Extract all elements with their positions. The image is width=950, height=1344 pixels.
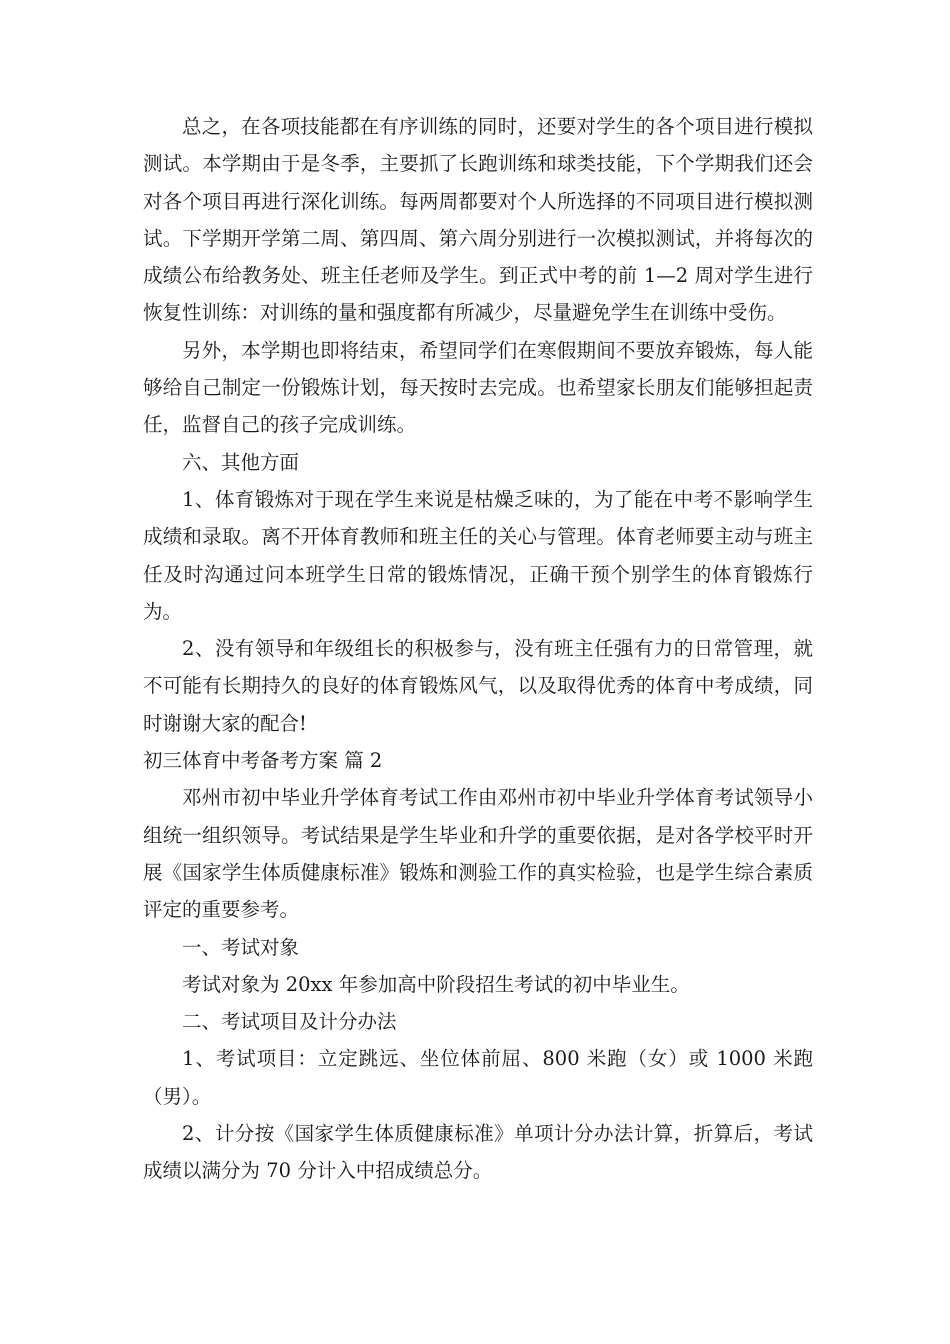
- paragraph-item-2: 2、没有领导和年级组长的积极参与，没有班主任强有力的日常管理，就不可能有长期持久的良好的体育锻炼风气，以及取得优秀的体育中考成绩，同时谢谢大家的配合!: [143, 637, 813, 735]
- section-heading-exam-target: 一、考试对象: [182, 935, 300, 959]
- document-body: [143, 108, 813, 1190]
- article-title-part-2: 初三体育中考备考方案 篇 2: [143, 749, 383, 773]
- paragraph-winter-break: 另外，本学期也即将结束，希望同学们在寒假期间不要放弃锻炼，每人能够给自己制定一份锻炼计划，每天按时去完成。也希望家长朋友们能够担起责任，监督自己的孩子完成训练。: [143, 338, 813, 437]
- section-heading-exam-items: 二、考试项目及计分办法: [182, 1010, 397, 1034]
- section-heading-other: 六、其他方面: [182, 450, 300, 474]
- paragraph-exam-target: 考试对象为 20xx 年参加高中阶段招生考试的初中毕业生。: [182, 972, 690, 996]
- paragraph-summary: 总之，在各项技能都在有序训练的同时，还要对学生的各个项目进行模拟测试。本学期由于是冬季，主要抓了长跑训练和球类技能，下个学期我们还会对各个项目再进行深化训练。每两周都要对个人所选择的不同项目进行模拟测试。下学期开学第二周、第四周、第六周分别进行一次模拟测试，并将每次的成绩公布给教务处、班主任老师及学生。到正式中考的前 1—2 周对学生进行恢复性训练：对训练的量和强度都有所减少，尽量避免学生在训练中受伤。: [143, 115, 813, 325]
- paragraph-item-1: 1、体育锻炼对于现在学生来说是枯燥乏味的，为了能在中考不影响学生成绩和录取。离不开体育教师和班主任的关心与管理。体育老师要主动与班主任及时沟通过问本班学生日常的锻炼情况，正确干预个别学生的体育锻炼行为。: [143, 487, 813, 623]
- paragraph-exam-items: 1、考试项目：立定跳远、坐位体前屈、800 米跑（女）或 1000 米跑（男）。: [143, 1047, 813, 1108]
- paragraph-intro: 邓州市初中毕业升学体育考试工作由邓州市初中毕业升学体育考试领导小组统一组织领导。考试结果是学生毕业和升学的重要依据，是对各学校平时开展《国家学生体质健康标准》锻炼和测验工作的真实检验，也是学生综合素质评定的重要参考。: [143, 786, 813, 922]
- paragraph-scoring: 2、计分按《国家学生体质健康标准》单项计分办法计算，折算后，考试成绩以满分为 70 分计入中招成绩总分。: [143, 1122, 813, 1183]
